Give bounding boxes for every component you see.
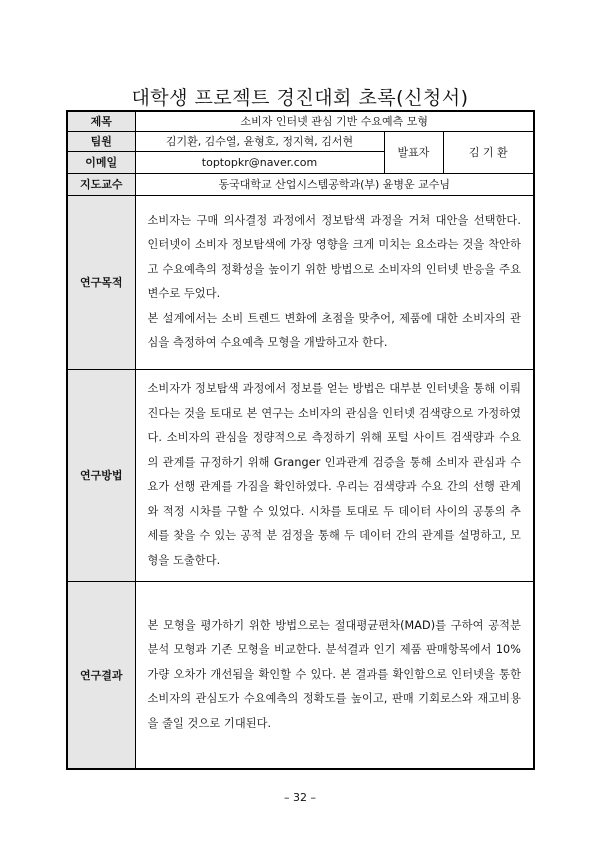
result-row — [67, 581, 534, 769]
abstract-form-table — [66, 110, 535, 770]
method-row — [67, 369, 534, 581]
result-content — [135, 581, 534, 769]
email-label: 이메일 — [67, 151, 135, 173]
advisor-label: 지도교수 — [67, 173, 135, 195]
result-label: 연구결과 — [67, 581, 135, 769]
purpose-paragraph: 소비자는 구매 의사결정 과정에서 정보탐색 과정을 거쳐 대안을 선택한다. 인터넷이 소비자 정보탐색에 가장 영향을 크게 미치는 요소라는 것을 착안하고 수요예측의 정확성을 높이기 위한 방법으로 소비자의 인터넷 반응을 주요 변수로 두었다. — [147, 213, 521, 300]
email-value: toptopkr@naver.com — [135, 151, 384, 173]
presenter-value: 김 기 환 — [443, 131, 534, 173]
page-title: 대학생 프로젝트 경진대회 초록(신청서) — [131, 87, 469, 109]
subject-label: 제목 — [67, 111, 135, 131]
presenter-label: 발표자 — [384, 131, 443, 173]
page-number: – 32 – — [284, 791, 316, 804]
method-content — [135, 369, 534, 581]
team-label: 팀원 — [67, 131, 135, 151]
result-paragraph: 본 모형을 평가하기 위한 방법으로는 절대평균편차(MAD)를 구하여 공적분분석 모형과 기존 모형을 비교한다. 분석결과 인기 제품 판매항목에서 10%가량 오차가 개선됨을 확인할 수 있다. 본 결과를 확인함으로 인터넷을 통한 소비자의 관심도가 수요예측의 정확도를 높이고, 판매 기회로스와 재고비용을 줄일 것으로 기대된다. — [147, 618, 521, 730]
purpose-content — [135, 195, 534, 369]
method-label: 연구방법 — [67, 369, 135, 581]
subject-value: 소비자 인터넷 관심 기반 수요예측 모형 — [135, 111, 534, 131]
advisor-row — [67, 173, 534, 195]
team-value: 김기환, 김수열, 윤형호, 정지혁, 김서현 — [135, 131, 384, 151]
method-paragraph: 소비자가 정보탐색 과정에서 정보를 얻는 방법은 대부분 인터넷을 통해 이뤄진다는 것을 토대로 본 연구는 소비자의 관심을 인터넷 검색량으로 가정하였다. 소비자의 관심을 정량적으로 측정하기 위해 포털 사이트 검색량과 수요의 관계를 규정하기 위해 Granger 인과관계 검증을 통해 소비자 관심과 수요가 선행 관계를 가짐을 확인하였다. 우리는 검색량과 수요 간의 선행 관계와 적정 시차를 구할 수 있었다. 시차를 토대로 두 데이터 사이의 공통의 추세를 찾을 수 있는 공적 분 검정을 통해 두 데이터 간의 관계를 설명하고, 모형을 도출한다. — [147, 382, 521, 567]
subject-row — [67, 111, 534, 131]
advisor-value: 동국대학교 산업시스템공학과(부) 윤병운 교수님 — [135, 173, 534, 195]
purpose-row — [67, 195, 534, 369]
purpose-label: 연구목적 — [67, 195, 135, 369]
purpose-paragraph: 본 설계에서는 소비 트렌드 변화에 초점을 맞추어, 제품에 대한 소비자의 관심을 측정하여 수요예측 모형을 개발하고자 한다. — [147, 311, 521, 349]
team-row — [67, 131, 534, 151]
